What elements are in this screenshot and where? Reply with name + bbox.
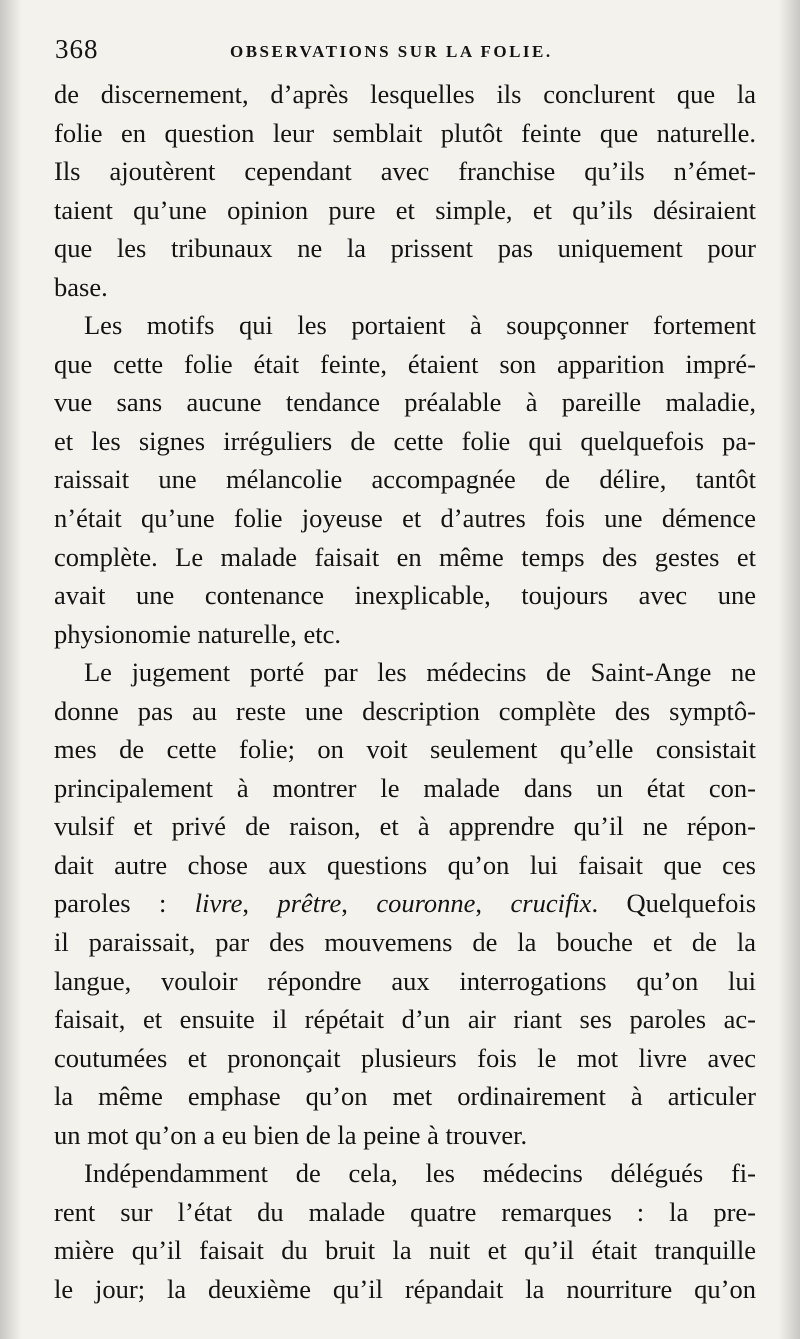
- text-line: langue, vouloir répondre aux interrogations qu’on lui: [54, 965, 756, 996]
- text-line: dait autre chose aux questions qu’on lui faisait que ces: [54, 849, 756, 880]
- text-line: mière qu’il faisait du bruit la nuit et qu’il était tranquille: [54, 1235, 756, 1266]
- text-line: coutumées et prononçait plusieurs fois le mot livre avec: [54, 1042, 756, 1073]
- text-line: mes de cette folie; on voit seulement qu’elle consistait: [54, 734, 756, 765]
- running-title: OBSERVATIONS SUR LA FOLIE.: [230, 42, 553, 61]
- text-line: Ils ajoutèrent cependant avec franchise qu’ils n’émet-: [54, 156, 756, 187]
- text-line: raissait une mélancolie accompagnée de délire, tantôt: [54, 464, 756, 495]
- text-line: Les motifs qui les portaient à soupçonner fortement: [84, 310, 756, 341]
- text-line: vue sans aucune tendance préalable à pareille maladie,: [54, 387, 756, 418]
- text-line: faisait, et ensuite il répétait d’un air riant ses paroles ac-: [54, 1004, 756, 1035]
- text-line: que cette folie était feinte, étaient son apparition impré-: [54, 348, 756, 379]
- body-text: [54, 75, 756, 1309]
- text-line: et les signes irréguliers de cette folie qui quelquefois pa-: [54, 425, 756, 456]
- text-line: complète. Le malade faisait en même temps des gestes et: [54, 541, 756, 572]
- text-line: n’était qu’une folie joyeuse et d’autres fois une démence: [54, 503, 756, 534]
- text-line: un mot qu’on a eu bien de la peine à trouver.: [54, 1119, 528, 1150]
- text-line: rent sur l’état du malade quatre remarques : la pre-: [54, 1196, 756, 1227]
- text-line: avait une contenance inexplicable, toujours avec une: [54, 580, 756, 611]
- text-line: vulsif et privé de raison, et à apprendre qu’il ne répon-: [54, 811, 756, 842]
- page-edge-shadow-right: [778, 0, 800, 1339]
- page-edge-shadow-left: [0, 0, 22, 1339]
- text-line: Le jugement porté par les médecins de Saint-Ange ne: [84, 657, 756, 688]
- text-line: taient qu’une opinion pure et simple, et qu’ils désiraient: [54, 194, 756, 225]
- text-line: folie en question leur semblait plutôt feinte que naturelle.: [54, 117, 756, 148]
- running-head: [55, 34, 750, 68]
- text-line: que les tribunaux ne la prissent pas uniquement pour: [54, 233, 756, 264]
- text-line: physionomie naturelle, etc.: [54, 618, 341, 649]
- text-line: principalement à montrer le malade dans un état con-: [54, 772, 756, 803]
- text-line: paroles : livre, prêtre, couronne, crucifix. Quelquefois: [54, 888, 757, 919]
- text-line: il paraissait, par des mouvemens de la bouche et de la: [54, 927, 756, 958]
- text-line: base.: [54, 271, 108, 302]
- text-line: donne pas au reste une description complète des symptô-: [54, 695, 756, 726]
- text-line: Indépendamment de cela, les médecins délégués fi-: [84, 1158, 756, 1189]
- text-line: de discernement, d’après lesquelles ils conclurent que la: [54, 79, 756, 109]
- text-line: la même emphase qu’on met ordinairement à articuler: [54, 1081, 756, 1112]
- text-line: le jour; la deuxième qu’il répandait la nourriture qu’on: [54, 1273, 756, 1304]
- page-number: 368: [55, 34, 99, 64]
